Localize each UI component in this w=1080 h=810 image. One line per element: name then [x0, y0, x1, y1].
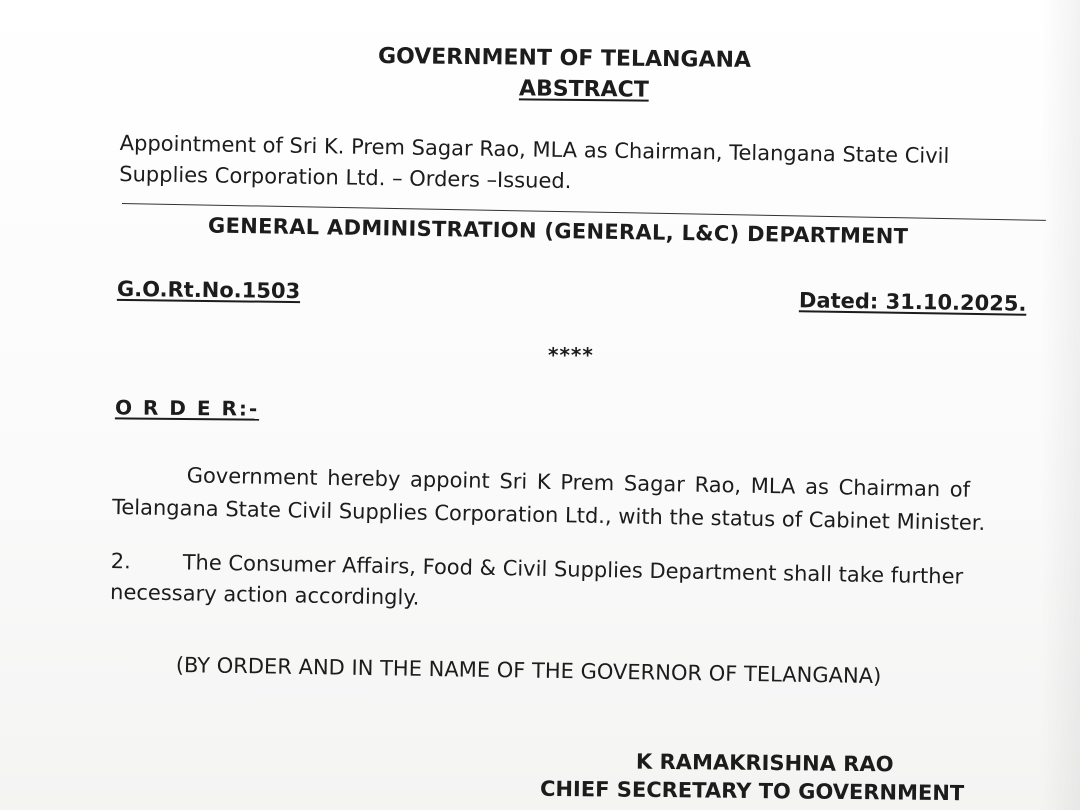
government-title: GOVERNMENT OF TELANGANA	[377, 44, 752, 73]
subject-line-1: Appointment of Sri K. Prem Sagar Rao, MLA as Chairman, Telangana State Civil	[119, 130, 950, 169]
page-edge-shadow	[1040, 0, 1080, 810]
signatory-title: CHIEF SECRETARY TO GOVERNMENT	[539, 776, 965, 806]
subject-text	[119, 128, 1052, 205]
order-heading: O R D E R:-	[114, 395, 260, 421]
department-heading: GENERAL ADMINISTRATION (GENERAL, L&C) DEPARTMENT	[207, 213, 909, 249]
abstract-heading: ABSTRACT	[518, 76, 649, 103]
signatory-name: K RAMAKRISHNA RAO	[635, 749, 894, 777]
by-order-line: (BY ORDER AND IN THE NAME OF THE GOVERNOR OF TELANGANA)	[175, 653, 882, 689]
go-number: G.O.Rt.No.1503	[116, 276, 301, 304]
section-separator: ****	[548, 343, 594, 367]
paragraph-2-line-2: necessary action accordingly.	[109, 579, 420, 610]
paragraph-number: 2.	[110, 548, 131, 574]
order-paragraph-1	[112, 458, 986, 540]
paragraph-1-line-1: Government hereby appoint Sri K Prem Sagar Rao, MLA as Chairman of	[186, 463, 971, 502]
paragraph-1-line-2: Telangana State Civil Supplies Corporation Ltd., with the status of Cabinet Minister.	[111, 494, 986, 535]
paragraph-2-line-1: The Consumer Affairs, Food & Civil Supplies Department shall take further	[182, 550, 964, 589]
order-paragraph-2	[110, 546, 964, 624]
subject-line-2: Supplies Corporation Ltd. – Orders –Issued.	[119, 161, 572, 194]
order-date: Dated: 31.10.2025.	[798, 288, 1027, 316]
